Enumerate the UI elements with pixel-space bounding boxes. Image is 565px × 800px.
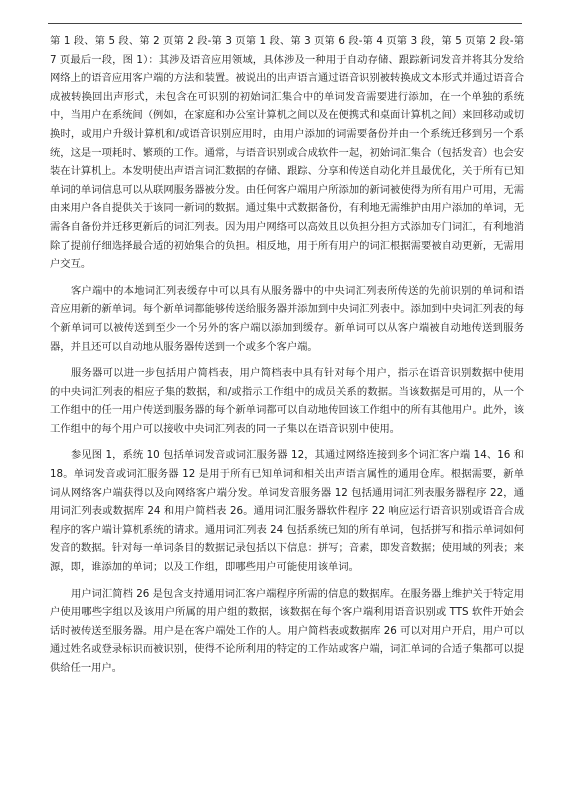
header-rule [48,23,522,24]
paragraph: 服务器可以进一步包括用户简档表，用户简档表中具有针对每个用户，指示在语音识别数据中使用的中央词汇列表的相应子集的数据，和/或指示工作组中的成员关系的数据。当该数据是可用的，从一个工作组中的任一用户传送到服务器的每个新单词都可以自动地传回该工作组中的所有其他用户。此外，该工作组中的每个用户可以接收中央词汇列表的同一子集以在语音识别中使用。 [50,367,524,435]
paragraph: 客户端中的本地词汇列表缓存中可以具有从服务器中的中央词汇列表所传送的先前识别的单词和语音应用新的新单词。每个新单词都能够传送给服务器并添加到中央词汇列表中。添加到中央词汇列表的每个新单词可以被传送到至少一个另外的客户端以添加到缓存。新单词可以从客户端被自动地传送到服务器，并且还可以自动地从服务器传送到一个或多个客户端。 [50,284,524,353]
paragraph: 参见图 1，系统 10 包括单词发音或词汇服务器 12，其通过网络连接到多个词汇客户端 14、16 和 18。单词发音或词汇服务器 12 是用于所有已知单词和相关出声语言属性的通用仓库。根据需要，新单词从网络客户端获得以及向网络客户端分发。单词发音服务器 12 包括通用词汇列表服务器程序 22，通用词汇列表或数据库 24 和用户简档表 26。通用词汇服务器软件程序 22 响应运行语音识别或语音合成程序的客户端计算机系统的请求。通用词汇列表 24 包括系统已知的所有单词，包括拼写和指示单词如何发音的数据。针对每一单词条目的数据记录包括以下信息：拼写；音素，即发音数据；使用域的列表；来源，即，谁添加的单词；以及工作组，即哪些用户可能使用该单词。 [50,449,524,574]
paragraph: 第 1 段、第 5 段、第 2 页第 2 段-第 3 页第 1 段、第 3 页第 6 段-第 4 页第 3 段，第 5 页第 2 段-第 7 页最后一段，图 1）：其涉及语音应用领域，具体涉及一种用于自动存储、跟踪新词发音并将其分发给网络上的语音应用客户端的方法和装置。被说出的出声语言通过语音识别被转换成文本形式并通过语音合成被转换回出声形式，未包含在可识别的初始词汇集合中的单词发音需要进行添加，在一个单独的系统中，当用户在系统间（例如，在家庭和办公室计算机之间以及在便携式和桌面计算机之间）来回移动或切换时，或用户升级计算机和/或语音识别应用时，由用户添加的词需要备份并由一个系统迁移到另一个系统，这是一项耗时、繁琐的工作。通常，与语音识别或合成软件一起，初始词汇集合（包括发音）也会安装在计算机上。本发明使出声语言词汇数据的存储、跟踪、分享和传送自动化并且最优化，关于所有已知单词的单词信息可以从联网服务器被分发。由任何客户端用户所添加的新词被使得为所有用户可用，无需由来用户各自提供关于该同一新词的数据。通过集中式数据备份，有利地无需维护由用户添加的单词，无需各自备份并迁移更新后的词汇列表。因为用户网络可以高效且以负担分担方式添加专门词汇，有利地消除了提前仔细选择最合适的初始集合的负担。相反地，用于所有用户的词汇根据需要被自动更新，无需用户交互。 [50,35,524,271]
document-body [50,32,524,686]
paragraph: 用户词汇简档 26 是包含支持通用词汇客户端程序所需的信息的数据库。在服务器上维护关于特定用户使用哪些字组以及该用户所属的用户组的数据，该数据在每个客户端利用语音识别或 TTS 软件开始会话时被传送至服务器。用户是在客户端处工作的人。用户简档表或数据库 26 可以对用户开启，用户可以通过姓名或登录标识而被识别，使得不论所利用的特定的工作站或客户端，词汇单词的合适子集都可以提供给任一用户。 [50,587,524,674]
